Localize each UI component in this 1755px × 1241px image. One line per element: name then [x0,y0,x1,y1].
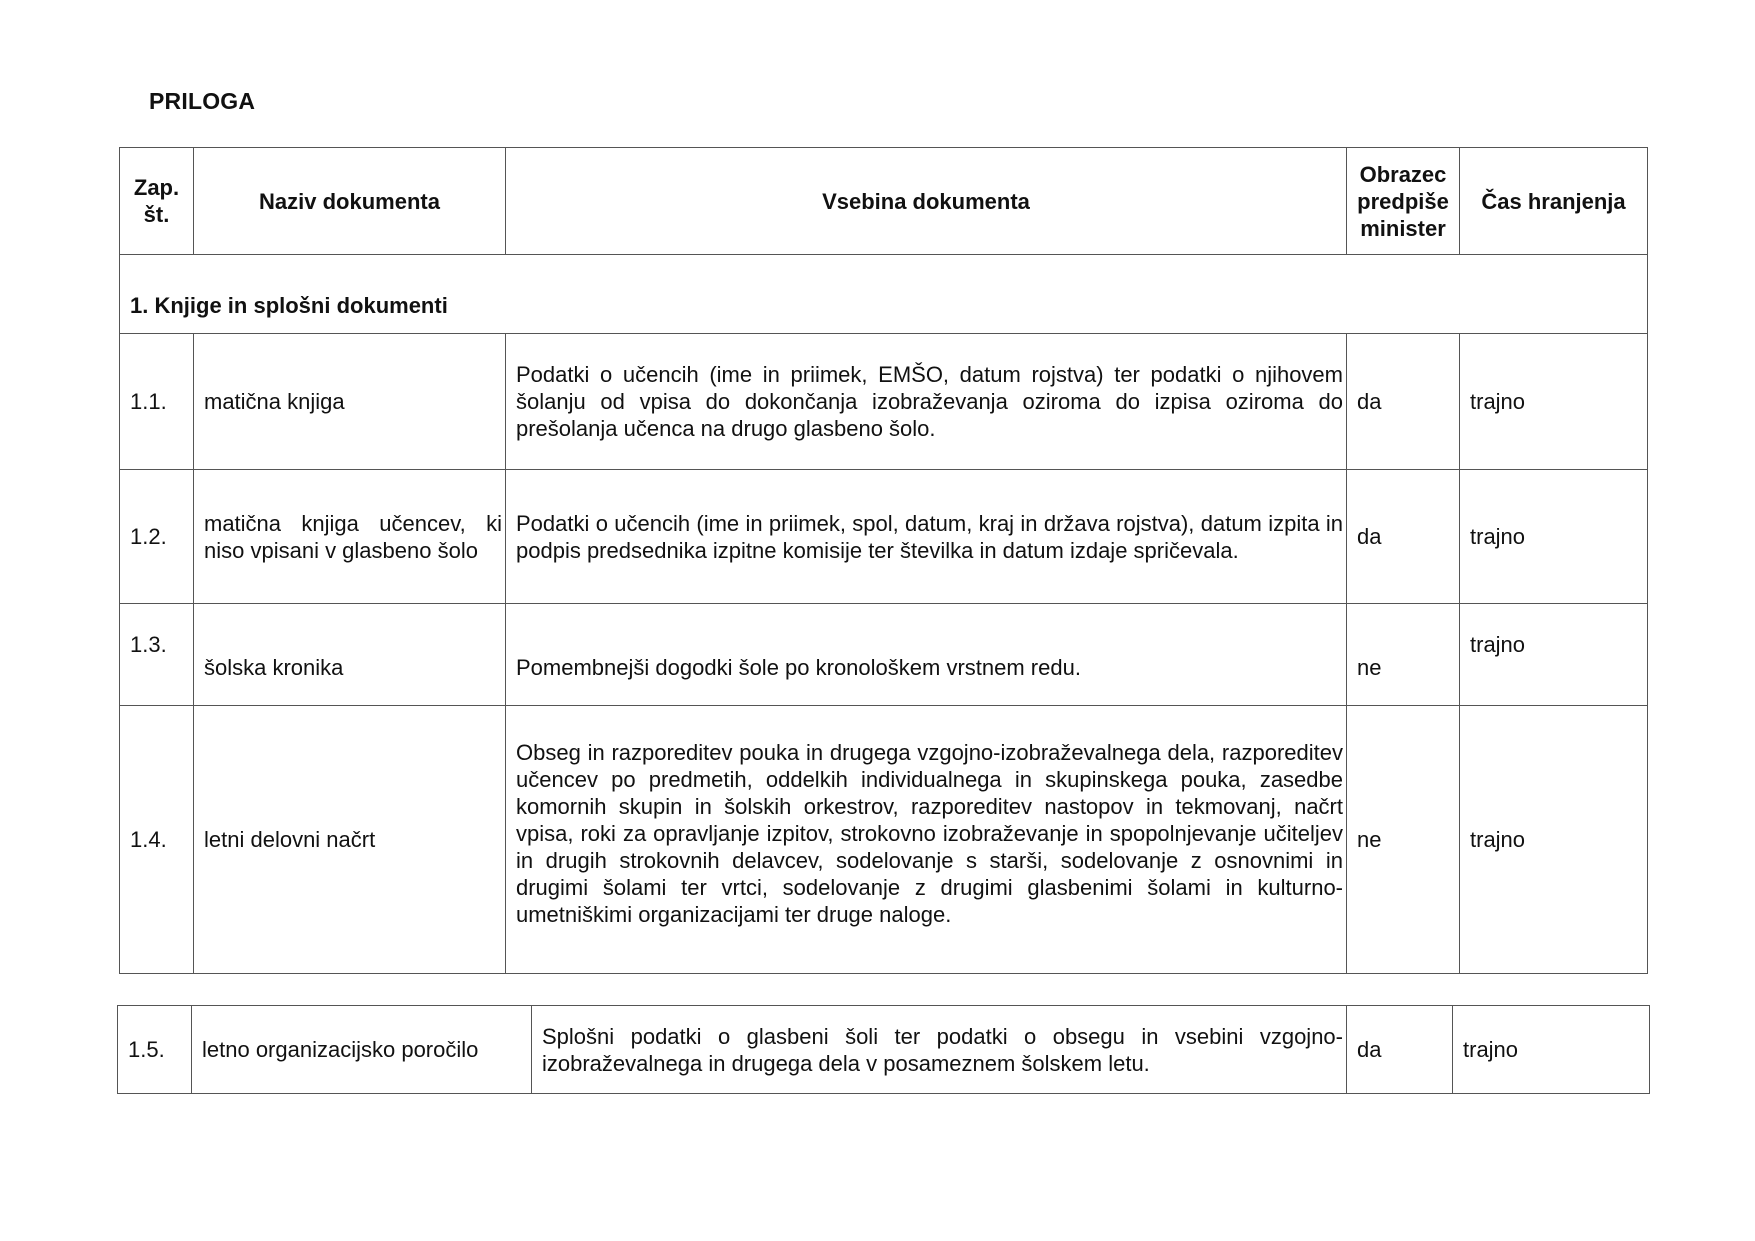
row-retention: trajno [1460,470,1648,604]
row-num: 1.5. [118,1006,192,1094]
row-content: Splošni podatki o glasbeni šoli ter podatki o obsegu in vsebini vzgojno-izobraževalnega in drugega dela v posameznem šolskem letu. [532,1006,1347,1094]
header-retention: Čas hranjenja [1460,148,1648,255]
row-form: da [1347,1006,1453,1094]
row-num: 1.1. [120,334,194,470]
row-num: 1.3. [120,604,194,706]
header-content: Vsebina dokumenta [506,148,1347,255]
header-num: Zap. št. [120,148,194,255]
header-name: Naziv dokumenta [194,148,506,255]
row-form: ne [1347,706,1460,974]
table-row [118,1006,1650,1094]
row-form: da [1347,334,1460,470]
row-num: 1.4. [120,706,194,974]
table-row [120,334,1648,470]
row-name: letni delovni načrt [194,706,506,974]
row-name: matična knjiga [194,334,506,470]
row-retention: trajno [1453,1006,1650,1094]
row-form: da [1347,470,1460,604]
row-name: matična knjiga učencev, ki niso vpisani v glasbeno šolo [194,470,506,604]
page-title: PRILOGA [149,88,256,114]
row-content: Podatki o učencih (ime in priimek, EMŠO, datum rojstva) ter podatki o njihovem šolanju od vpisa do dokončanja izobraževanja oziroma do izpisa oziroma do prešolanja učenca na drugo glasbeno šolo. [506,334,1347,470]
table-header-row [120,148,1648,255]
row-content: Pomembnejši dogodki šole po kronološkem vrstnem redu. [506,604,1347,706]
header-form: Obrazec predpiše minister [1347,148,1460,255]
row-retention: trajno [1460,706,1648,974]
row-name: šolska kronika [194,604,506,706]
table-row [120,604,1648,706]
section-title: 1. Knjige in splošni dokumenti [120,255,1648,334]
row-content: Podatki o učencih (ime in priimek, spol, datum, kraj in država rojstva), datum izpita in podpis predsednika izpitne komisije ter številka in datum izdaje spričevala. [506,470,1347,604]
row-retention: trajno [1460,604,1648,706]
table-row [120,470,1648,604]
document-table [119,147,1648,974]
row-content: Obseg in razporeditev pouka in drugega vzgojno-izobraževalnega dela, razporeditev učencev po predmetih, oddelkih individualnega in skupinskega pouka, zasedbe komornih skupin in šolskih orkestrov, razporeditev nastopov in tekmovanj, načrt vpisa, roki za opravljanje izpitov, strokovno izobraževanje in spopolnjevanje učiteljev in drugih strokovnih delavcev, sodelovanje s starši, sodelovanje z osnovnimi in drugimi šolami ter vrtci, sodelovanje z drugimi glasbenimi šolami in kulturno-umetniškimi organizacijami ter druge naloge. [506,706,1347,974]
continuation-table [117,1005,1650,1094]
section-row [120,255,1648,334]
row-name: letno organizacijsko poročilo [192,1006,532,1094]
table-row [120,706,1648,974]
row-retention: trajno [1460,334,1648,470]
row-num: 1.2. [120,470,194,604]
row-form: ne [1347,604,1460,706]
